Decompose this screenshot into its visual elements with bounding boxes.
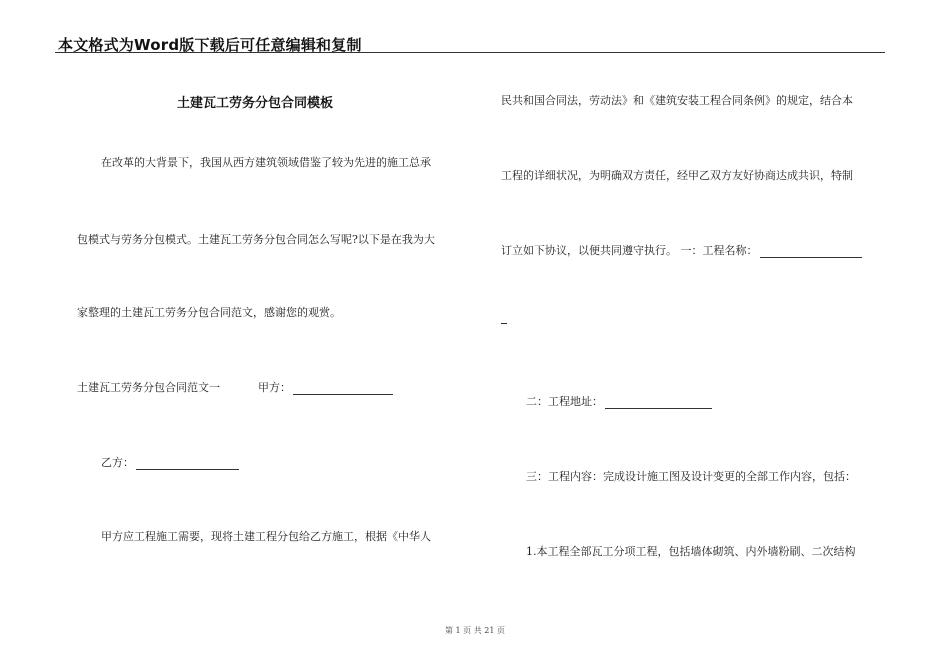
paragraph-line: 三：工程内容：完成设计施工图及设计变更的全部工作内容，包括： — [526, 470, 856, 483]
stray-underline — [501, 323, 507, 324]
page-header-title: 本文格式为Word版下载后可任意编辑和复制 — [58, 36, 362, 54]
party-b-line — [101, 454, 239, 470]
document-title: 土建瓦工劳务分包合同模板 — [177, 96, 334, 111]
party-b-blank — [136, 457, 239, 470]
paragraph-line: 工程的详细状况，为明确双方责任，经甲乙双方友好协商达成共识，特制 — [501, 169, 853, 182]
project-name-blank — [760, 245, 862, 258]
project-name-label: 订立如下协议，以便共同遵守执行。 一：工程名称： — [501, 244, 758, 257]
party-b-label: 乙方： — [101, 456, 134, 469]
party-a-line — [258, 379, 393, 395]
project-address-blank — [605, 396, 712, 409]
paragraph-line: 包模式与劳务分包模式。土建瓦工劳务分包合同怎么写呢?以下是在我为大 — [77, 233, 435, 246]
project-address-label: 二：工程地址： — [526, 395, 603, 408]
party-a-label: 甲方： — [258, 381, 291, 394]
paragraph-line: 1.本工程全部瓦工分项工程，包括墙体砌筑、内外墙粉刷、二次结构 — [526, 545, 856, 558]
project-address-line — [526, 393, 712, 409]
header-divider — [55, 52, 885, 53]
paragraph-line: 家整理的土建瓦工劳务分包合同范文，感谢您的观赏。 — [77, 306, 341, 319]
paragraph-line: 民共和国合同法，劳动法》和《建筑安装工程合同条例》的规定，结合本 — [501, 94, 853, 107]
page-footer: 第 1 页 共 21 页 — [445, 626, 505, 635]
contract-heading: 土建瓦工劳务分包合同范文一 — [77, 381, 220, 394]
party-a-blank — [293, 382, 393, 395]
paragraph-line: 在改革的大背景下，我国从西方建筑领域借鉴了较为先进的施工总承 — [101, 156, 431, 169]
project-name-line — [501, 242, 862, 258]
paragraph-line: 甲方应工程施工需要，现将土建工程分包给乙方施工，根据《中华人 — [101, 530, 431, 543]
